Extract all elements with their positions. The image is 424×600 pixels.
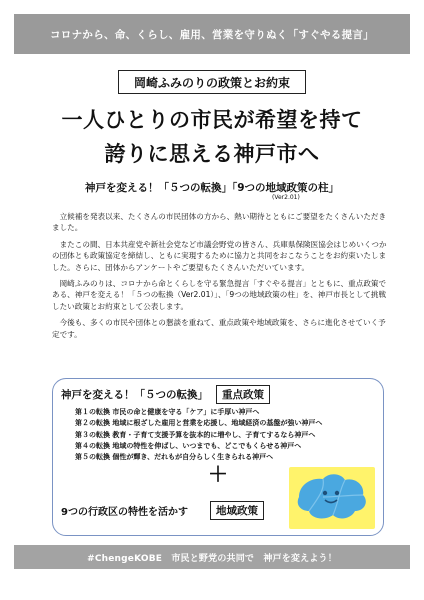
kobe-map-illustration bbox=[289, 467, 375, 529]
version-label: (Ver2.01) bbox=[272, 194, 300, 201]
promise-title-box bbox=[118, 70, 306, 94]
plus-sign: ＋ bbox=[208, 462, 228, 486]
footer-banner bbox=[14, 545, 410, 569]
list-item: 第２の転換 地域に根ざした雇用と営業を応援し、地域経済の基盤が強い神戸へ bbox=[75, 419, 323, 428]
body-paragraph: またこの間、日本共産党や新社会党など市議会野党の皆さん、兵庫県保険医協会はじめいくつかの団体とも政策協定を締結し、ともに実現するために協力と共同をおこなうことをお約束いたしました。さらに、団体からアンケートやご要望もたくさんいただいています。 bbox=[52, 239, 387, 272]
body-paragraph: 立候補を発表以来、たくさんの市民団体の方から、熱い期待とともにご要望をたくさんいただきました。 bbox=[52, 212, 387, 233]
transform-list bbox=[75, 407, 375, 463]
headline-line-1: 一人ひとりの市民が希望を持て bbox=[61, 108, 363, 132]
policy-summary-box bbox=[52, 378, 384, 536]
regional-policy-tag: 地域政策 bbox=[210, 501, 264, 520]
headline-line-2: 誇りに思える神戸市へ bbox=[104, 142, 320, 166]
subheading: 神戸を変える！「５つの転換」「9つの地域政策の柱」 bbox=[84, 182, 340, 194]
list-item: 第５の転換 個性が輝き、だれもが自分らしく生きられる神戸へ bbox=[75, 453, 274, 462]
policy-header bbox=[61, 385, 270, 404]
priority-policy-tag: 重点政策 bbox=[216, 385, 270, 404]
ward-policy-row bbox=[61, 501, 264, 520]
policy-lead: 神戸を変える！「５つの転換」 bbox=[61, 389, 208, 401]
face-eye-left bbox=[323, 491, 327, 495]
list-item: 第４の転換 地域の特性を伸ばし、いつまでも、どこでもくらせる神戸へ bbox=[75, 441, 302, 450]
body-paragraph: 岡崎ふみのりは、コロナから命とくらしを守る緊急提言「すぐやる提言」とともに、重点政策である、神戸を変える！「５つの転換（Ver2.01）」、「9つの地域政策の柱」を、神戸市長として挑戦したい政策とお約束として公表します。 bbox=[52, 279, 387, 311]
banner-text: コロナから、命、くらし、雇用、営業を守りぬく「すぐやる提言」 bbox=[50, 28, 374, 41]
top-banner bbox=[14, 14, 410, 54]
kobe-map-svg bbox=[289, 467, 375, 529]
list-item: 第３の転換 教育・子育て支援予算を抜本的に増やし、子育てするなら神戸へ bbox=[75, 430, 316, 439]
body-paragraph: 今後も、多くの市民や団体との懇談を重ねて、重点政策や地域政策を、さらに進化させていく予定です。 bbox=[52, 318, 386, 339]
face-eye-right bbox=[335, 491, 339, 495]
footer-text: #ChengeKOBE 市民と野党の共同で 神戸を変えよう！ bbox=[87, 553, 337, 564]
wards-lead: 9つの行政区の特性を活かす bbox=[61, 507, 188, 518]
promise-title: 岡崎ふみのりの政策とお約束 bbox=[133, 75, 290, 90]
list-item: 第１の転換 市民の命と健康を守る「ケア」に手厚い神戸へ bbox=[75, 408, 260, 416]
body-text bbox=[52, 211, 388, 340]
